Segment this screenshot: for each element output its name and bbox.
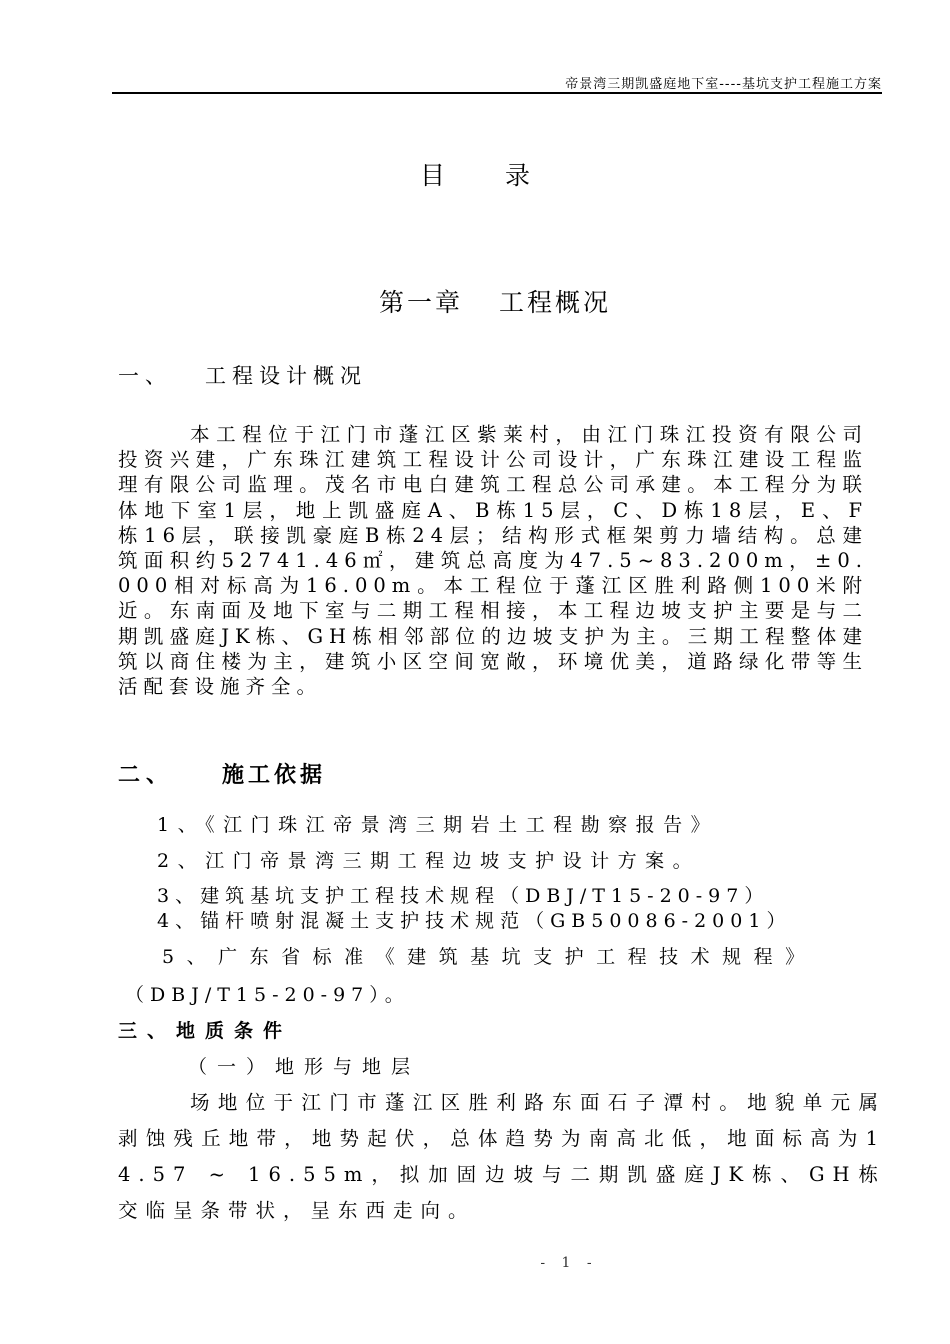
reference-item-3: 3、建筑基坑支护工程技术规程（DBJ/T15-20-97） xyxy=(157,885,770,907)
chapter-title: 工程概况 xyxy=(499,288,612,317)
reference-item-2: 2、江门帝景湾三期工程边坡支护设计方案。 xyxy=(157,850,701,872)
reference-item-5-code: （DBJ/T15-20-97）。 xyxy=(125,984,410,1006)
reference-item-5: 5、广东省标准《建筑基坑支护工程技术规程》 xyxy=(162,946,817,968)
section2-title: 施工依据 xyxy=(222,763,327,788)
section2-number: 二、 xyxy=(118,763,175,788)
section3-title: 三、地质条件 xyxy=(118,1020,293,1042)
header-rule xyxy=(112,92,882,94)
subsection-title: （一）地形与地层 xyxy=(188,1056,421,1078)
chapter-number: 第一章 xyxy=(378,288,463,317)
chapter-heading xyxy=(0,283,950,319)
reference-item-1: 1、《江门珠江帝景湾三期岩土工程勘察报告》 xyxy=(157,814,719,836)
section1-paragraph: 本工程位于江门市蓬江区紫莱村，由江门珠江投资有限公司投资兴建，广东珠江建筑工程设计公司设计，广东珠江建设工程监理有限公司监理。茂名市电白建筑工程总公司承建。本工程分为联体地下室1层，地上凯盛庭A、B栋15层，C、D栋18层，E、F栋16层，联接凯豪庭B栋24层；结构形式框架剪力墙结构。总建筑面积约52741.46㎡，建筑总高度为47.5~83.200m，±0.000相对标高为16.00m。本工程位于蓬江区胜利路侧100米附近。东南面及地下室与二期工程相接，本工程边坡支护主要是与二期凯盛庭JK栋、GH栋相邻部位的边坡支护为主。三期工程整体建筑以商住楼为主，建筑小区空间宽敞，环境优美，道路绿化带等生活配套设施齐全。 xyxy=(118,423,868,699)
section3-paragraph: 场地位于江门市蓬江区胜利路东面石子潭村。地貌单元属剥蚀残丘地带，地势起伏，总体趋势为南高北低，地面标高为14.57 ~ 16.55m，拟加固边坡与二期凯盛庭JK栋、GH栋交临呈条带状，呈东西走向。 xyxy=(118,1091,886,1222)
section1-title: 工程设计概况 xyxy=(205,364,367,388)
toc-title: 目录 xyxy=(419,161,590,190)
running-header: 帝景湾三期凯盛庭地下室----基坑支护工程施工方案 xyxy=(565,77,882,92)
reference-item-4: 4、锚杆喷射混凝土支护技术规范（GB50086-2001） xyxy=(157,910,792,932)
page-number: - 1 - xyxy=(540,1255,598,1271)
section1-number: 一、 xyxy=(118,364,172,388)
